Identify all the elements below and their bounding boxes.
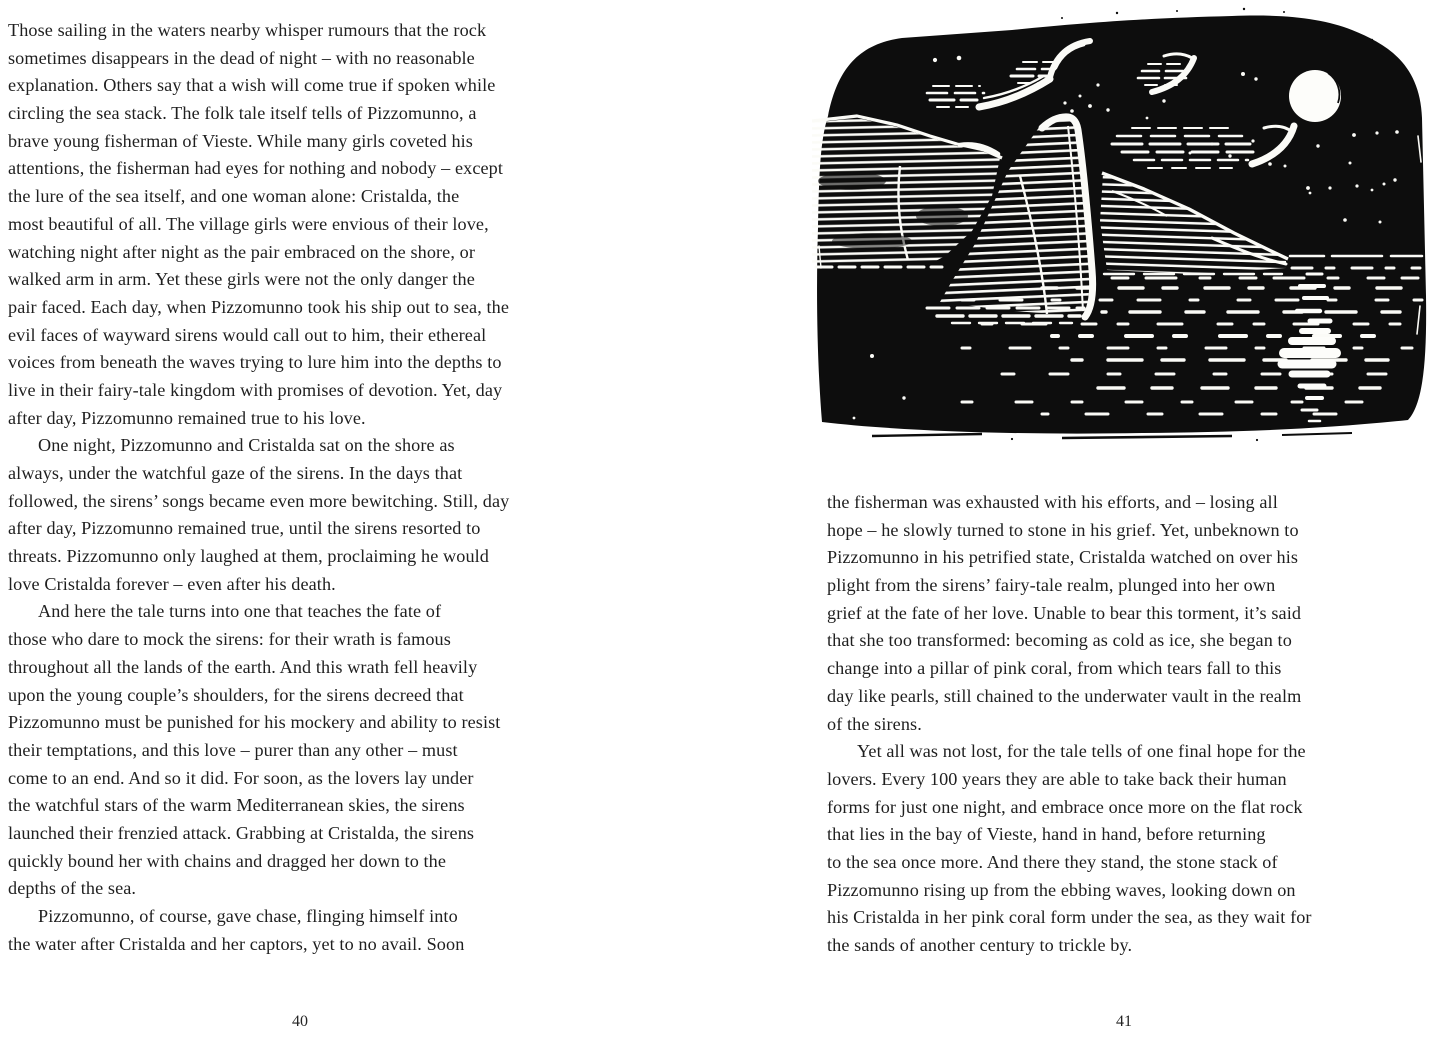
text-line: come to an end. And so it did. For soon, as the lovers lay under [8,767,474,788]
text-line: the lure of the sea itself, and one woman alone: Cristalda, the [8,186,460,207]
paragraph [827,489,1445,738]
text-line: upon the young couple’s shoulders, for the sirens decreed that [8,684,464,705]
left-page-text [8,17,648,958]
text-line: walked arm in arm. Yet these girls were not the only danger the [8,269,475,290]
moon [1289,70,1341,122]
right-page-text [827,489,1445,960]
text-line: those who dare to mock the sirens: for their wrath is famous [8,629,451,650]
text-line: of the sirens. [827,713,922,734]
paragraph [8,17,648,432]
page-number-left: 40 [292,1013,308,1030]
paragraph [8,903,648,958]
text-line: after day, Pizzomunno remained true to his love. [8,407,366,428]
text-line: Pizzomunno in his petrified state, Cristalda watched on over his [827,547,1299,568]
text-line: that lies in the bay of Vieste, hand in hand, before returning [827,824,1266,845]
text-line: Those sailing in the waters nearby whisper rumours that the rock [8,20,487,40]
text-line: the sands of another century to trickle by. [827,935,1133,955]
text-line: attentions, the fisherman had eyes for nothing and nobody – except [8,158,504,179]
text-line: pair faced. Each day, when Pizzomunno took his ship out to sea, the [8,296,510,317]
text-line: day like pearls, still chained to the underwater vault in the realm [827,685,1302,706]
text-line: circling the sea stack. The folk tale itself tells of Pizzomunno, a [8,103,477,124]
text-line: change into a pillar of pink coral, from which tears fall to this [827,658,1282,679]
text-line: lovers. Every 100 years they are able to take back their human [827,768,1287,789]
text-line: throughout all the lands of the earth. And this wrath fell heavily [8,656,478,677]
text-line: threats. Pizzomunno only laughed at them, proclaiming he would [8,546,489,567]
text-line: to the sea once more. And there they stand, the stone stack of [827,851,1278,872]
text-line: depths of the sea. [8,878,137,899]
text-line: One night, Pizzomunno and Cristalda sat on the shore as [38,435,455,456]
text-line: after day, Pizzomunno remained true, until the sirens resorted to [8,518,481,539]
text-line: Pizzomunno, of course, gave chase, flinging himself into [38,906,458,926]
text-line: plight from the sirens’ fairy-tale realm, plunged into her own [827,575,1276,596]
text-line: explanation. Others say that a wish will come true if spoken while [8,75,496,96]
paragraph [8,598,648,903]
woodcut-svg [812,6,1438,442]
text-line: brave young fisherman of Vieste. While many girls coveted his [8,130,473,151]
text-line: most beautiful of all. The village girls were envious of their love, [8,213,489,234]
text-line: And here the tale turns into one that teaches the fate of [38,601,442,622]
text-line: always, under the watchful gaze of the sirens. In the days that [8,463,463,483]
text-line: the watchful stars of the warm Mediterranean skies, the sirens [8,795,465,816]
illustration-woodcut-night-seascape [812,6,1438,442]
text-line: forms for just one night, and embrace once more on the flat rock [827,796,1303,817]
page-number-right: 41 [1116,1013,1132,1030]
text-line: launched their frenzied attack. Grabbing at Cristalda, the sirens [8,822,475,843]
text-line: love Cristalda forever – even after his death. [8,573,336,594]
text-line: watching night after night as the pair embraced on the shore, or [8,241,475,262]
text-line: Pizzomunno must be punished for his mockery and ability to resist [8,712,501,733]
text-line: their temptations, and this love – purer than any other – must [8,739,458,760]
text-line: voices from beneath the waves trying to lure him into the depths to [8,352,502,373]
text-line: that she too transformed: becoming as cold as ice, she began to [827,630,1292,651]
text-line: the fisherman was exhausted with his efforts, and – losing all [827,492,1278,512]
text-line: evil faces of wayward sirens would call out to him, their ethereal [8,324,487,345]
text-line: live in their fairy-tale kingdom with promises of devotion. Yet, day [8,379,503,400]
text-line: Yet all was not lost, for the tale tells of one final hope for the [857,741,1306,762]
text-line: Pizzomunno rising up from the ebbing waves, looking down on [827,879,1296,900]
text-line: followed, the sirens’ songs became even more bewitching. Still, day [8,490,510,511]
paragraph [827,738,1445,960]
text-line: hope – he slowly turned to stone in his grief. Yet, unbeknown to [827,519,1299,540]
text-line: his Cristalda in her pink coral form under the sea, as they wait for [827,907,1312,928]
text-line: quickly bound her with chains and dragged her down to the [8,850,447,871]
text-line: grief at the fate of her love. Unable to bear this torment, it’s said [827,602,1302,623]
text-line: sometimes disappears in the dead of night – with no reasonable [8,47,475,68]
paragraph [8,432,648,598]
text-line: the water after Cristalda and her captors, yet to no avail. Soon [8,933,465,954]
